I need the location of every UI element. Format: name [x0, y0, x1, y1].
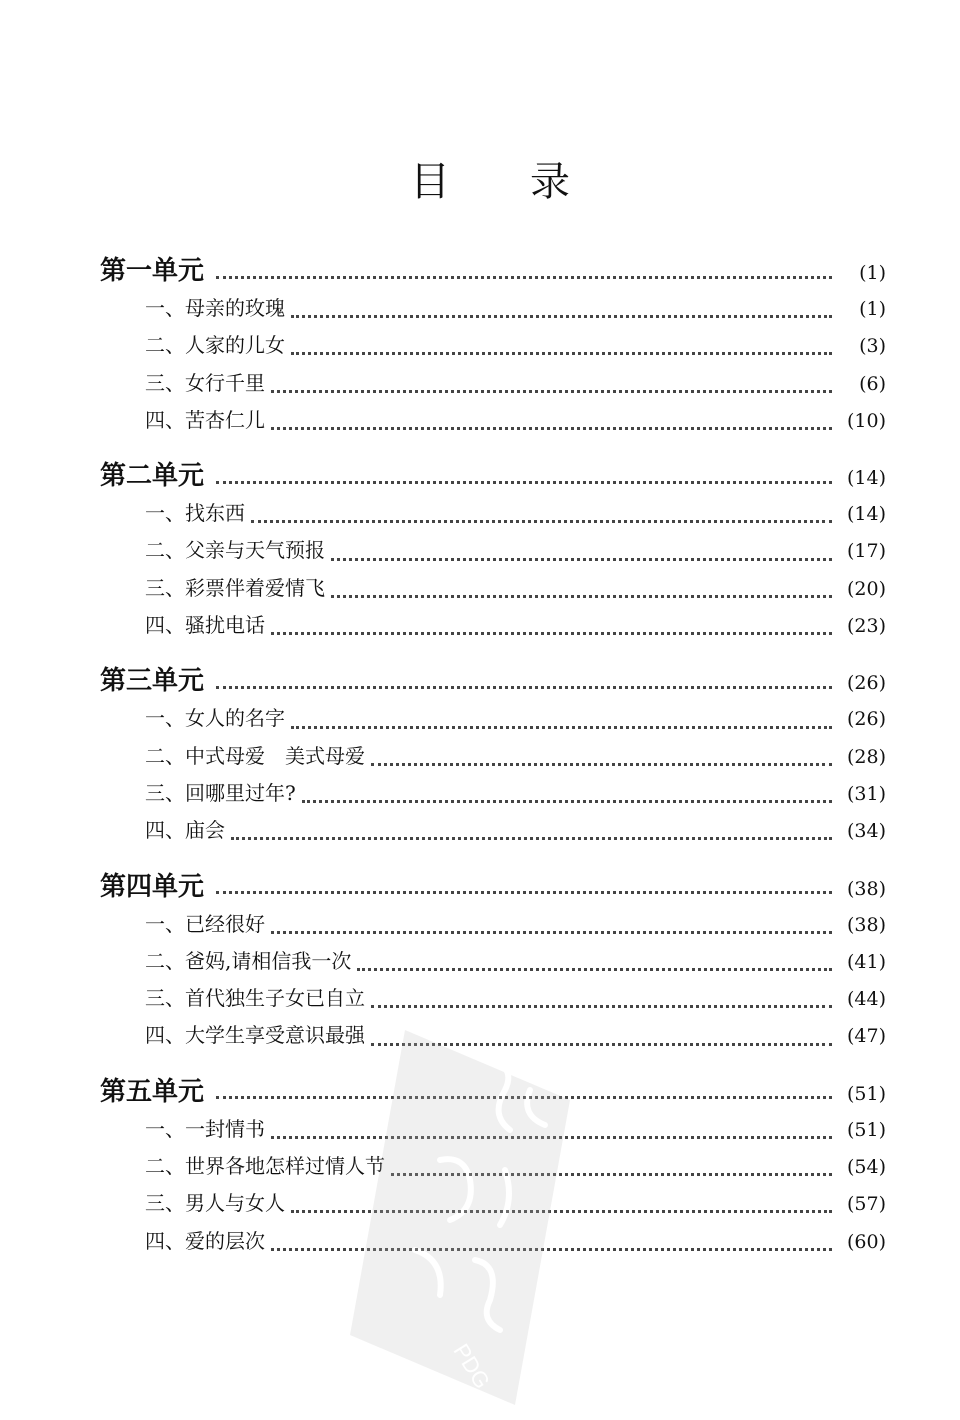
dot-leader [291, 726, 832, 729]
page-number: (23) [846, 615, 886, 638]
entry-title: 二、爸妈,请相信我一次 [145, 948, 352, 973]
dot-leader [216, 481, 832, 484]
page-number: (28) [846, 745, 886, 768]
page-number: (3) [859, 335, 886, 358]
dot-leader [371, 763, 832, 766]
entry-title: 三、首代独生子女已自立 [145, 986, 365, 1011]
page-number: (51) [846, 1118, 886, 1141]
dot-leader [251, 520, 832, 523]
toc-entry[interactable] [100, 534, 886, 571]
dot-leader [331, 595, 832, 598]
watermark-seal [345, 1020, 575, 1410]
page-number: (26) [846, 672, 886, 695]
dot-leader [231, 837, 832, 840]
toc-entry[interactable] [100, 329, 886, 366]
page-number: (57) [846, 1193, 886, 1216]
entry-title: 三、彩票伴着爱情飞 [145, 575, 325, 600]
watermark-text: PDG [448, 1339, 496, 1394]
page-number: (34) [846, 820, 886, 843]
toc-entry[interactable] [100, 908, 886, 945]
entry-title: 一、女人的名字 [145, 706, 285, 731]
entry-title: 二、父亲与天气预报 [145, 538, 325, 563]
page-number: (10) [846, 409, 886, 432]
dot-leader [271, 427, 832, 430]
dot-leader [331, 558, 832, 561]
page-number: (44) [846, 988, 886, 1011]
toc-entry[interactable] [100, 814, 886, 851]
entry-title: 一、找东西 [145, 501, 245, 526]
entry-title: 二、人家的儿女 [145, 333, 285, 358]
toc-entry[interactable] [100, 702, 886, 739]
entry-title: 三、女行千里 [145, 370, 265, 395]
dot-leader [271, 931, 832, 934]
toc-unit-heading[interactable] [100, 455, 886, 497]
unit-title: 第五单元 [100, 1076, 205, 1107]
entry-title: 四、骚扰电话 [145, 613, 265, 638]
entry-title: 二、中式母爱 美式母爱 [145, 743, 365, 768]
toc-entry[interactable] [100, 777, 886, 814]
page-number: (60) [846, 1230, 886, 1253]
dot-leader [371, 1005, 832, 1008]
dot-leader [216, 686, 832, 689]
entry-title: 三、回哪里过年? [145, 780, 296, 805]
toc-entry[interactable] [100, 740, 886, 777]
toc-unit-heading[interactable] [100, 660, 886, 702]
entry-title: 一、母亲的玫瑰 [145, 296, 285, 320]
page-number: (20) [846, 577, 886, 600]
page-number: (26) [846, 708, 886, 731]
page-number: (14) [846, 467, 886, 490]
toc-entry[interactable] [100, 945, 886, 982]
page-title-char-2: 录 [530, 159, 570, 205]
toc-unit-heading[interactable] [100, 866, 886, 908]
entry-title: 一、已经很好 [145, 911, 265, 936]
entry-title: 四、苦杏仁儿 [145, 407, 265, 432]
toc-entry[interactable] [100, 292, 886, 329]
page-number: (14) [846, 503, 886, 526]
entry-title: 二、世界各地怎样过情人节 [145, 1154, 385, 1179]
entry-title: 三、男人与女人 [145, 1191, 285, 1216]
entry-title: 四、爱的层次 [145, 1228, 265, 1253]
unit-title: 第二单元 [100, 461, 205, 492]
unit-title: 第三单元 [100, 666, 205, 697]
toc-entry[interactable] [100, 404, 886, 441]
toc-entry[interactable] [100, 497, 886, 534]
toc-entry[interactable] [100, 572, 886, 609]
dot-leader [357, 968, 832, 971]
entry-title: 一、一封情书 [145, 1116, 265, 1141]
dot-leader [291, 352, 832, 355]
toc-entry[interactable] [100, 367, 886, 404]
dot-leader [216, 276, 832, 279]
page-title-char-1: 目 [410, 159, 450, 205]
toc-unit [100, 660, 886, 851]
page-number: (31) [846, 782, 886, 805]
toc-unit [100, 455, 886, 646]
unit-title: 第四单元 [100, 871, 205, 902]
unit-title: 第一单元 [100, 256, 205, 286]
toc-entry[interactable] [100, 609, 886, 646]
entry-title: 四、大学生享受意识最强 [145, 1023, 365, 1048]
page-number: (17) [846, 540, 886, 563]
dot-leader [271, 390, 832, 393]
dot-leader [291, 315, 832, 318]
toc-unit-heading[interactable] [100, 250, 886, 292]
dot-leader [302, 800, 832, 803]
dot-leader [271, 632, 832, 635]
page-number: (51) [846, 1082, 886, 1105]
page-number: (38) [846, 877, 886, 900]
page-number: (1) [859, 298, 886, 320]
page-number: (47) [846, 1025, 886, 1048]
dot-leader [216, 891, 832, 894]
page-number: (54) [846, 1156, 886, 1179]
toc-entry[interactable] [100, 982, 886, 1019]
toc-unit [100, 250, 886, 441]
page-number: (41) [846, 950, 886, 973]
page-number: (1) [859, 262, 886, 284]
page-number: (6) [859, 372, 886, 395]
page-number: (38) [846, 913, 886, 936]
entry-title: 四、庙会 [145, 818, 225, 843]
